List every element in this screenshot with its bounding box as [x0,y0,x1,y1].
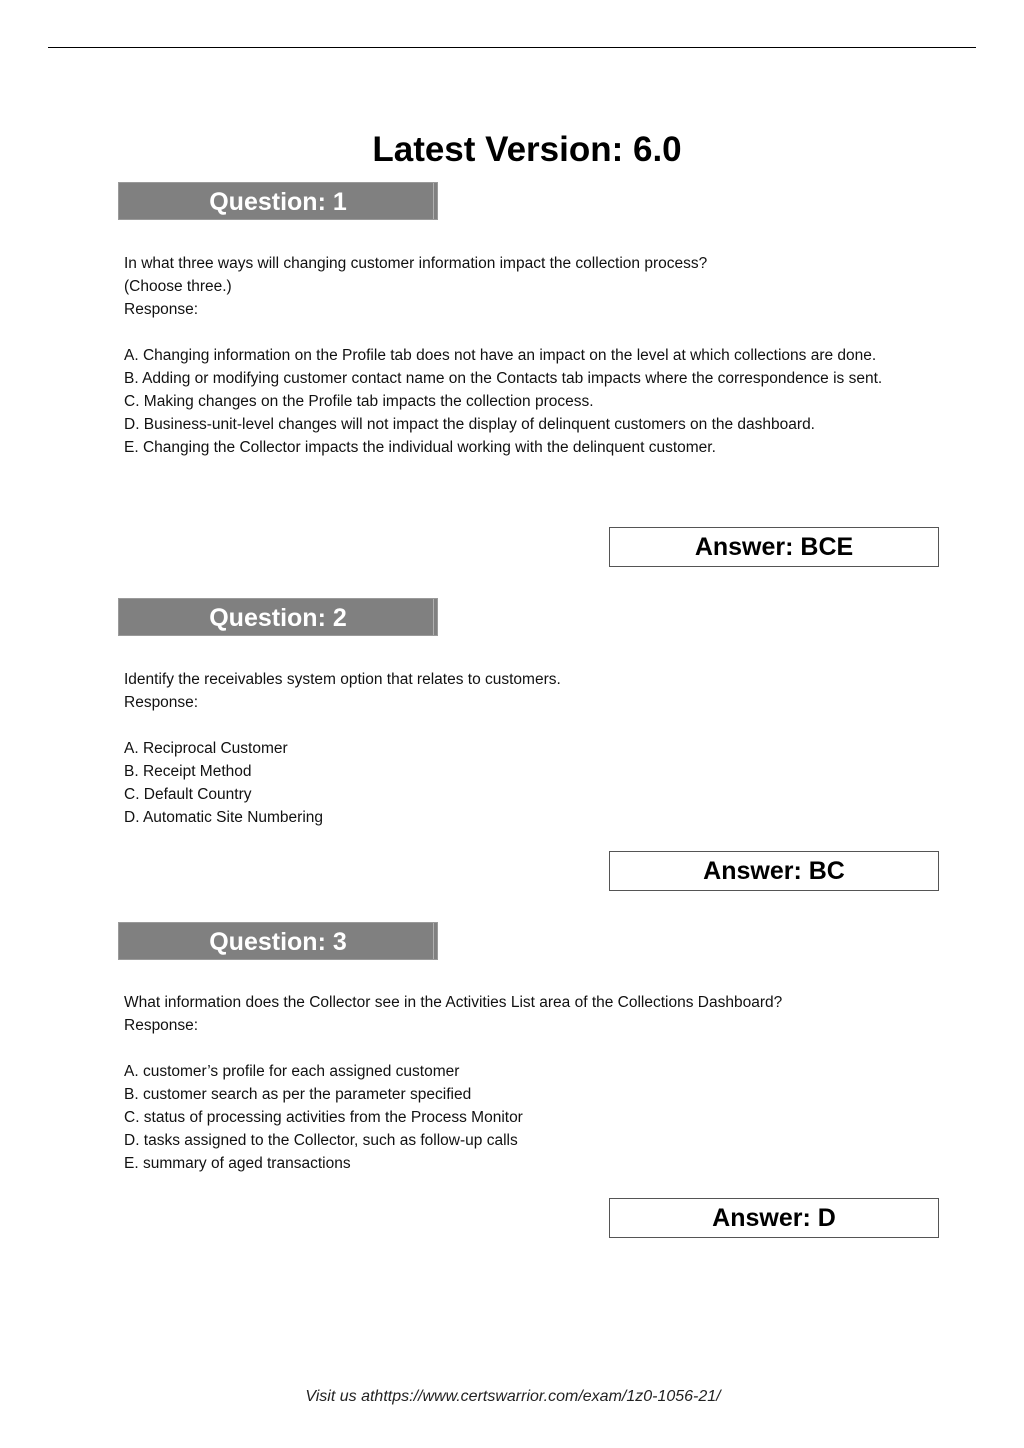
answer-box: Answer: BC [609,851,939,891]
question-header: Question: 3 [118,922,438,960]
answer-option: E. Changing the Collector impacts the individual working with the delinquent customer. [124,439,716,456]
answer-option: A. Reciprocal Customer [124,740,288,757]
answer-option: C. Default Country [124,786,252,803]
answer-option: D. Business-unit-level changes will not impact the display of delinquent customers on the dashboard. [124,416,815,433]
answer-option: D. Automatic Site Numbering [124,809,324,826]
answer-box: Answer: BCE [609,527,939,567]
question-prompt-line: Response: [124,301,199,318]
answer-option: E. summary of aged transactions [124,1155,351,1172]
question-prompt-line: (Choose three.) [124,278,232,295]
question-body [124,668,936,829]
question-header: Question: 2 [118,598,438,636]
question-prompt-line: In what three ways will changing customer information impact the collection process? [124,255,708,272]
answer-box: Answer: D [609,1198,939,1238]
answer-option: B. customer search as per the parameter specified [124,1086,472,1103]
top-divider [48,47,976,48]
page-title: Latest Version: 6.0 [372,130,682,169]
question-body [124,252,936,459]
answer-option: A. Changing information on the Profile tab does not have an impact on the level at which collections are done. [124,347,877,364]
answer-option: B. Receipt Method [124,763,252,780]
question-body [124,991,936,1175]
answer-option: A. customer’s profile for each assigned customer [124,1063,460,1080]
footer-link-text[interactable]: Visit us athttps://www.certswarrior.com/exam/1z0-1056-21/ [305,1388,721,1405]
question-prompt-line: What information does the Collector see in the Activities List area of the Collections Dashboard? [124,994,783,1011]
question-prompt-line: Identify the receivables system option that relates to customers. [124,671,561,688]
question-prompt-line: Response: [124,694,199,711]
answer-option: D. tasks assigned to the Collector, such as follow-up calls [124,1132,518,1149]
answer-option: C. status of processing activities from the Process Monitor [124,1109,523,1126]
answer-option: C. Making changes on the Profile tab impacts the collection process. [124,393,594,410]
question-header: Question: 1 [118,182,438,220]
answer-option: B. Adding or modifying customer contact name on the Contacts tab impacts where the correspondence is sent. [124,370,883,387]
question-prompt-line: Response: [124,1017,199,1034]
